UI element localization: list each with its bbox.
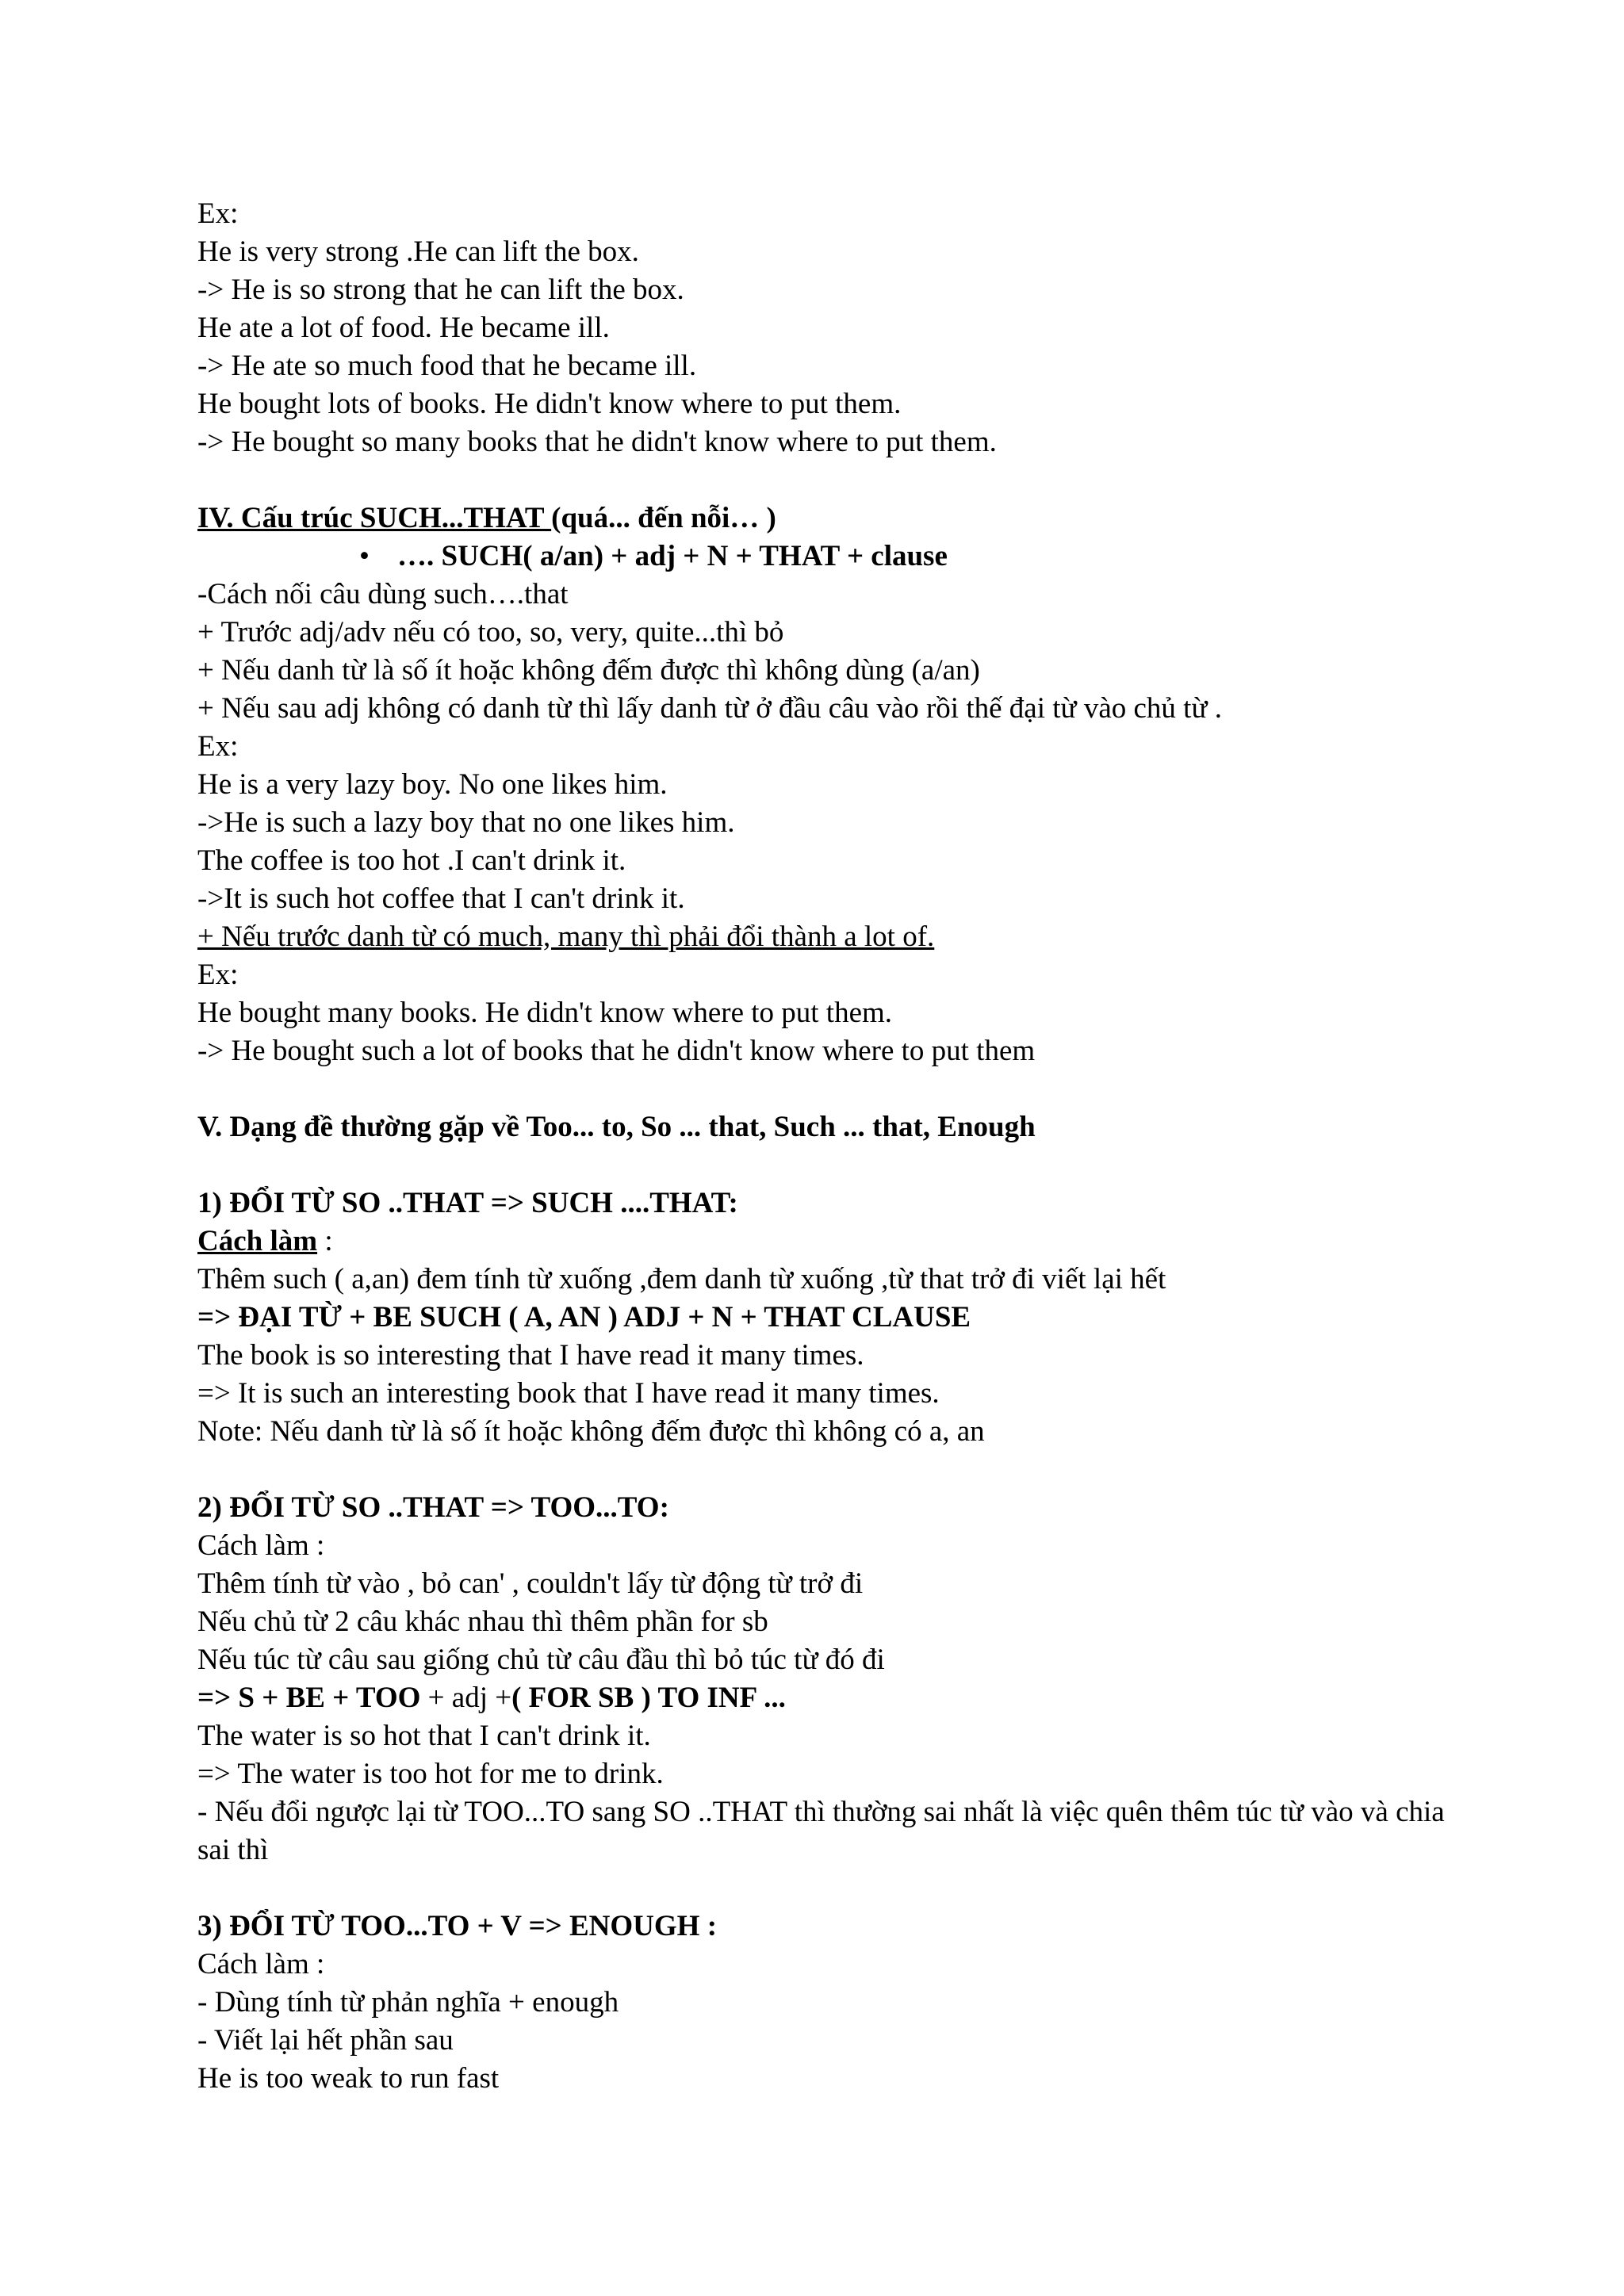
part-2-heading: 2) ĐỔI TỪ SO ..THAT => TOO...TO: [197,1491,669,1524]
method-label-line [197,1223,1474,1261]
spacer [197,1451,1474,1489]
method-line: - Viết lại hết phần sau [197,2024,454,2057]
formula-text: …. SUCH( a/an) + adj + N + THAT + clause [397,540,948,572]
example-line: He is a very lazy boy. No one likes him. [197,768,668,801]
spacer [197,1070,1474,1108]
example-label: Ex: [197,730,239,763]
example-line: -> He bought such a lot of books that he didn't know where to put them [197,1035,1036,1067]
example-line: He bought many books. He didn't know where to put them. [197,997,893,1029]
formula-part-b: + adj + [427,1682,512,1714]
example-line: He bought lots of books. He didn't know where to put them. [197,388,902,420]
example-line: -> He is so strong that he can lift the box. [197,274,684,306]
example-line: ->It is such hot coffee that I can't drink it. [197,882,685,915]
example-line: The book is so interesting that I have read it many times. [197,1339,864,1372]
method-line: Thêm such ( a,an) đem tính từ xuống ,đem danh từ xuống ,từ that trở đi viết lại hết [197,1263,1166,1295]
part-1-formula: => ĐẠI TỪ + BE SUCH ( A, AN ) ADJ + N + THAT CLAUSE [197,1301,971,1334]
part-3-heading: 3) ĐỔI TỪ TOO...TO + V => ENOUGH : [197,1910,718,1942]
formula-bullet [197,538,1474,576]
part-2-formula [197,1679,1474,1717]
underlined-note: + Nếu trước danh từ có much, many thì phải đổi thành a lot of. [197,920,935,953]
section-4-heading [197,499,1474,538]
method-line: Nếu chủ từ 2 câu khác nhau thì thêm phần for sb [197,1605,768,1638]
section-4-heading-rest: (quá... đến nỗi… ) [551,502,776,534]
formula-part-c: ( FOR SB ) TO INF ... [511,1682,786,1714]
rule-line: + Nếu danh từ là số ít hoặc không đếm được thì không dùng (a/an) [197,654,980,687]
bullet-icon: • [359,540,370,572]
rule-line: + Trước adj/adv nếu có too, so, very, quite...thì bỏ [197,616,784,649]
method-label: Cách làm [197,1225,318,1257]
method-line: Cách làm : [197,1948,325,1980]
example-line: => The water is too hot for me to drink. [197,1758,664,1790]
method-line: Nếu túc từ câu sau giống chủ từ câu đầu thì bỏ túc từ đó đi [197,1644,885,1676]
example-label: Ex: [197,197,239,230]
example-line: He is too weak to run fast [197,2062,500,2095]
method-line: Thêm tính từ vào , bỏ can' , couldn't lấy từ động từ trở đi [197,1567,864,1600]
rule-line: -Cách nối câu dùng such….that [197,578,569,610]
formula-part-a: => S + BE + TOO [197,1682,428,1714]
example-line: => It is such an interesting book that I have read it many times. [197,1377,940,1410]
method-line: - Dùng tính từ phản nghĩa + enough [197,1986,619,2019]
spacer [197,1869,1474,1908]
example-line: He ate a lot of food. He became ill. [197,312,610,344]
method-line: Cách làm : [197,1529,325,1562]
example-line: -> He bought so many books that he didn't know where to put them. [197,426,997,458]
section-5-heading: V. Dạng đề thường gặp về Too... to, So ... that, Such ... that, Enough [197,1111,1036,1143]
document-body [197,195,1474,2098]
example-line: -> He ate so much food that he became ill. [197,350,697,382]
spacer [197,461,1474,499]
note-line: Note: Nếu danh từ là số ít hoặc không đếm được thì không có a, an [197,1415,985,1448]
part-1-heading: 1) ĐỔI TỪ SO ..THAT => SUCH ....THAT: [197,1187,738,1219]
spacer [197,1146,1474,1184]
rule-line: + Nếu sau adj không có danh từ thì lấy danh từ ở đầu câu vào rồi thế đại từ vào chủ từ . [197,692,1223,725]
example-line: The coffee is too hot .I can't drink it. [197,844,626,877]
example-line: The water is so hot that I can't drink it. [197,1720,651,1752]
example-line: ->He is such a lazy boy that no one likes him. [197,806,735,839]
note-line: - Nếu đổi ngược lại từ TOO...TO sang SO ..THAT thì thường sai nhất là việc quên thêm túc từ vào và chia sai thì [197,1796,1445,1866]
example-label: Ex: [197,959,239,991]
example-line: He is very strong .He can lift the box. [197,235,639,268]
method-colon: : [317,1225,333,1257]
section-4-heading-underlined: IV. Cấu trúc SUCH...THAT [197,502,552,534]
